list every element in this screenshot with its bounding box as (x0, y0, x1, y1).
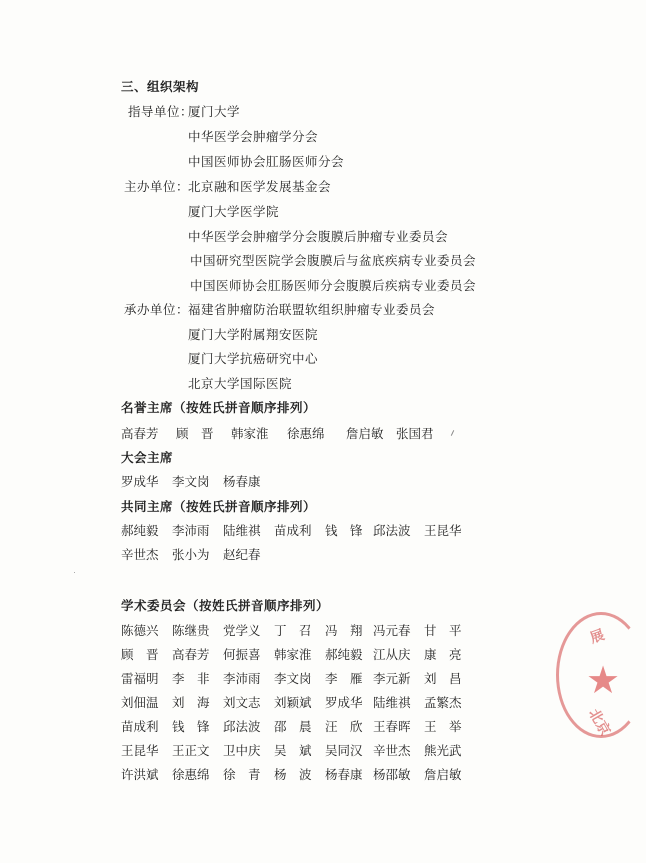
person-name: 雷福明 (121, 671, 159, 686)
person-name: 李 雁 (325, 671, 363, 686)
person-name: 李沛雨 (172, 523, 210, 538)
person-name: 顾 晋 (121, 647, 159, 662)
host-unit: 北京融和医学发展基金会 (188, 179, 332, 194)
person-name: 辛世杰 (121, 547, 159, 562)
person-name: 徐惠绵 (172, 767, 210, 782)
guidance-unit: 厦门大学 (188, 104, 241, 119)
guidance-label: 指导单位： (128, 104, 194, 119)
person-name: 李文岗 (172, 474, 210, 489)
person-name: 高春芳 (121, 426, 159, 441)
host-unit: 中国研究型医院学会腹膜后与盆底疾病专业委员会 (190, 253, 477, 268)
person-name: 钱 锋 (325, 523, 363, 538)
person-name: 顾 晋 (176, 426, 214, 441)
person-name: 詹启敏 (346, 426, 384, 441)
organizer-unit: 厦门大学附属翔安医院 (188, 327, 319, 342)
person-name: 王 举 (424, 719, 462, 734)
person-name: 陆维祺 (373, 695, 411, 710)
host-unit: 中国医师协会肛肠医师分会腹膜后疾病专业委员会 (190, 278, 477, 293)
person-name: 高春芳 (172, 647, 210, 662)
stray-mark (451, 430, 454, 436)
person-name: 罗成华 (325, 695, 363, 710)
person-name: 杨邵敏 (373, 767, 411, 782)
person-name: 丁 召 (274, 623, 312, 638)
section-title: 三、组织架构 (121, 79, 200, 94)
person-name: 刘文志 (223, 695, 261, 710)
guidance-unit: 中国医师协会肛肠医师分会 (188, 154, 345, 169)
person-name: 邵 晨 (274, 719, 312, 734)
person-name: 刘 昌 (424, 671, 462, 686)
person-name: 甘 平 (424, 623, 462, 638)
person-name: 李文岗 (274, 671, 312, 686)
person-name: 王春晖 (373, 719, 411, 734)
person-name: 杨春康 (223, 474, 261, 489)
person-name: 刘颖斌 (274, 695, 312, 710)
co-chairs-heading: 共同主席（按姓氏拼音顺序排列） (121, 499, 317, 514)
person-name: 苗成利 (274, 523, 312, 538)
host-label: 主办单位： (124, 179, 190, 194)
person-name: 韩家淮 (274, 647, 312, 662)
person-name: 冯 翔 (325, 623, 363, 638)
person-name: 钱 锋 (172, 719, 210, 734)
person-name: 邱法波 (373, 523, 411, 538)
person-name: 徐 青 (223, 767, 261, 782)
person-name: 郝纯毅 (325, 647, 363, 662)
person-name: 詹启敏 (424, 767, 462, 782)
seal-text: 展 (588, 627, 607, 647)
seal-text: 北京 (585, 706, 614, 739)
person-name: 陈德兴 (121, 623, 159, 638)
person-name: 李沛雨 (223, 671, 261, 686)
person-name: 邱法波 (223, 719, 261, 734)
person-name: 熊光武 (424, 743, 462, 758)
person-name: 杨春康 (325, 767, 363, 782)
person-name: 辛世杰 (373, 743, 411, 758)
person-name: 汪 欣 (325, 719, 363, 734)
person-name: 张国君 (396, 426, 434, 441)
person-name: 张小为 (172, 547, 210, 562)
person-name: 刘佃温 (121, 695, 159, 710)
organizer-unit: 厦门大学抗癌研究中心 (188, 351, 319, 366)
person-name: 郝纯毅 (121, 523, 159, 538)
committee-heading: 学术委员会（按姓氏拼音顺序排列） (121, 598, 330, 613)
host-unit: 厦门大学医学院 (188, 204, 280, 219)
person-name: 李 非 (172, 671, 210, 686)
person-name: 冯元春 (373, 623, 411, 638)
person-name: 韩家淮 (231, 426, 269, 441)
person-name: 李元新 (373, 671, 411, 686)
guidance-unit: 中华医学会肿瘤学分会 (188, 129, 319, 144)
person-name: 康 亮 (424, 647, 462, 662)
person-name: 吴同汉 (325, 743, 363, 758)
person-name: 卫中庆 (223, 743, 261, 758)
person-name: 陈继贵 (172, 623, 210, 638)
person-name: 陆维祺 (223, 523, 261, 538)
organizer-unit: 福建省肿瘤防治联盟软组织肿瘤专业委员会 (188, 302, 436, 317)
person-name: 王昆华 (121, 743, 159, 758)
person-name: 王正文 (172, 743, 210, 758)
person-name: 杨 波 (274, 767, 312, 782)
seal-star-icon: ★ (586, 658, 621, 702)
person-name: 赵纪春 (223, 547, 261, 562)
honorary-chairs-heading: 名誉主席（按姓氏拼音顺序排列） (121, 400, 317, 415)
person-name: 江从庆 (373, 647, 411, 662)
person-name: 刘 海 (172, 695, 210, 710)
person-name: 许洪斌 (121, 767, 159, 782)
chairs-heading: 大会主席 (121, 450, 174, 465)
stray-mark (74, 572, 75, 573)
person-name: 王昆华 (424, 523, 462, 538)
person-name: 党学义 (223, 623, 261, 638)
person-name: 苗成利 (121, 719, 159, 734)
person-name: 罗成华 (121, 474, 159, 489)
person-name: 徐惠绵 (287, 426, 325, 441)
person-name: 何振喜 (223, 647, 261, 662)
organizer-label: 承办单位： (124, 302, 190, 317)
person-name: 孟繁杰 (424, 695, 462, 710)
host-unit: 中华医学会肿瘤学分会腹膜后肿瘤专业委员会 (188, 229, 449, 244)
person-name: 吴 斌 (274, 743, 312, 758)
organizer-unit: 北京大学国际医院 (188, 376, 293, 391)
